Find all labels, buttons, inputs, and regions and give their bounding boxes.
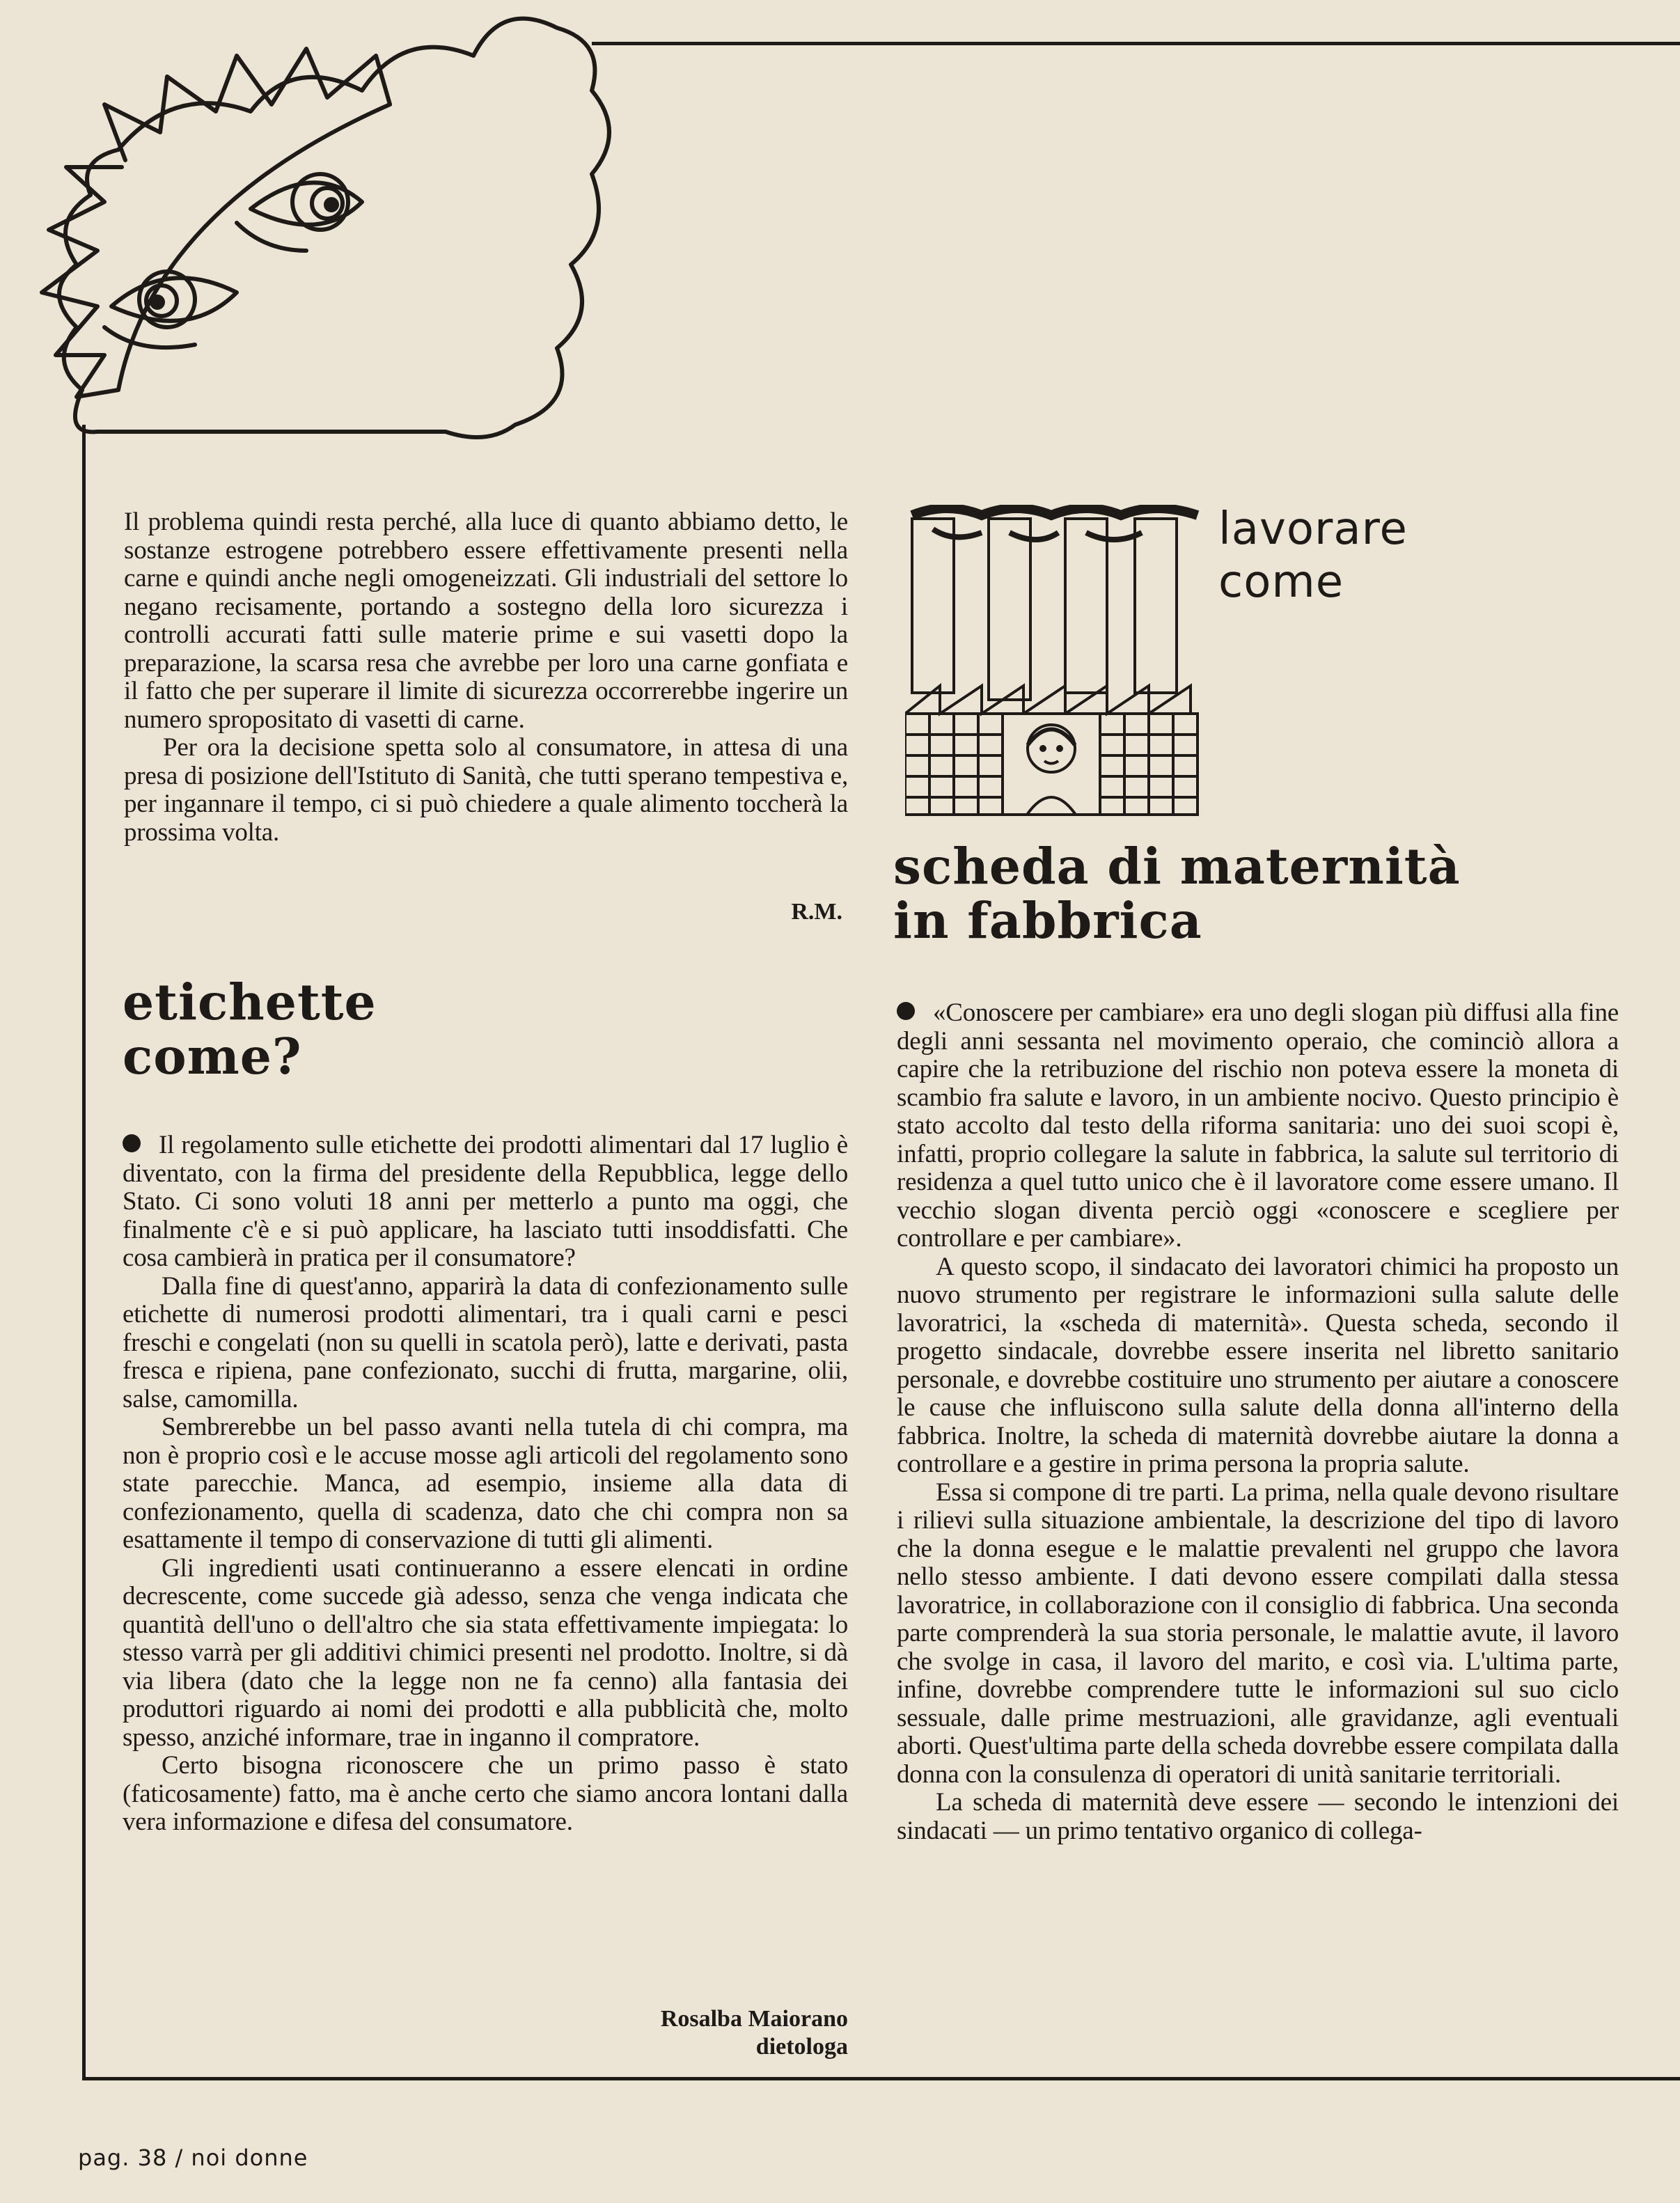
etichette-paragraph: Dalla fine di quest'anno, apparirà la data di confezionamento sulle etichette di numerosi prodotti alimentari, tra i quali carni e pesci freschi e congelati (non su quelli in scatola però), latte e derivati, pasta fresca e ripiena, pane confezionato, succhi di frutta, margarine, olii, salse, camomilla. (123, 1271, 848, 1413)
magazine-name: noi donne (191, 2145, 308, 2171)
kicker-line2: come (1218, 556, 1344, 608)
etichette-title-line1: etichette (123, 973, 377, 1031)
etichette-paragraph: Gli ingredienti usati continueranno a essere elencati in ordine decrescente, come succede già adesso, senza che venga indicata che quantità dell'uno o dell'altro che sia stata effettivamente impiegata: lo stesso varrà per gli additivi chimici presenti nel prodotto. Inoltre, si dà via libera (dato che la legge non ne fa cenno) alla fantasia dei produttori riguardo ai nomi dei prodotti e alla pubblicità che, molto spesso, anziché informare, trae in inganno il compratore. (123, 1553, 848, 1752)
etichette-article-body (123, 1131, 848, 1837)
top-rule (592, 42, 1680, 45)
maternita-paragraph: La scheda di maternità deve essere — secondo le intenzioni dei sindacati — un primo tentativo organico di collega- (897, 1788, 1619, 1845)
maternita-article-body (897, 999, 1619, 1845)
etichette-paragraph: Il regolamento sulle etichette dei prodotti alimentari dal 17 luglio è diventato, con la firma del presidente della Repubblica, legge dello Stato. Ci sono voluti 18 anni per metterlo a punto ma oggi, che finalmente c'è e si può applicare, ha lasciato tutti insoddisfatti. Che cosa cambierà in pratica per il consumatore? (123, 1131, 848, 1272)
page-number: pag. 38 (78, 2145, 168, 2171)
bullet-icon (897, 1002, 915, 1020)
maternita-title (893, 839, 1659, 948)
etichette-paragraph: Sembrerebbe un bel passo avanti nella tutela di chi compra, ma non è proprio così e le accuse mosse agli articoli del regolamento sono state parecchie. Manca, ad esempio, insieme alla data di confezionamento, quella di scadenza, dato che chi compra non sa esattamente il tempo di conservazione di tutti gli alimenti. (123, 1413, 848, 1554)
etichette-paragraph: Certo bisogna riconoscere che un primo passo è stato (faticosamente) fatto, ma è anche certo che siamo ancora lontani dalla vera informazione e difesa del consumatore. (123, 1751, 848, 1836)
estrogeni-article-body (124, 508, 848, 847)
etichette-title-line2: come? (123, 1027, 302, 1085)
estrogeni-signature: R.M. (791, 899, 842, 925)
left-rule (82, 425, 86, 2078)
bullet-icon (123, 1134, 141, 1152)
maternita-title-line1: scheda di maternità (893, 837, 1461, 895)
estrogeni-paragraph: Il problema quindi resta perché, alla luce di quanto abbiamo detto, le sostanze estrogene potrebbero essere effettivamente presenti nella carne e quindi anche negli omogeneizzati. Gli industriali del settore lo negano recisamente, portando a sostegno della loro sicurezza i controlli accurati fatti sulle materie prime e sui vasetti dopo la preparazione, la scarsa resa che avrebbe per loro una carne gonfiata e il fatto che per superare il limite di sicurezza occorrerebbe ingerire un numero spropositato di vasetti di carne. (124, 508, 848, 734)
maternita-paragraph: A questo scopo, il sindacato dei lavoratori chimici ha proposto un nuovo strumento per registrare le informazioni sulla salute delle lavoratrici, la «scheda di maternità». Questa scheda, secondo il progetto sindacale, dovrebbe essere inserita nel libretto sanitario personale, e dovrebbe costituire uno strumento per aiutare a conoscere le cause che influiscono sulla salute della donna all'interno della fabbrica. Inoltre, la scheda di maternità dovrebbe aiutare la donna a controllare e a gestire in prima persona la propria salute. (897, 1252, 1619, 1478)
maternita-paragraph: «Conoscere per cambiare» era uno degli slogan più diffusi alla fine degli anni sessanta nel movimento operaio, che cominciò allora a capire che la retribuzione del rischio non poteva essere la moneta di scambio fra salute e lavoro, in un ambiente nocivo. Questo principio è stato accolto dal testo della riforma sanitaria: uno dei suoi scopi è, infatti, proprio collegare la salute in fabbrica, la salute sul territorio di residenza a quel tutto unico che è il lavoratore come essere umano. Il vecchio slogan diventa perciò oggi «conoscere e scegliere per controllare e per cambiare». (897, 998, 1619, 1253)
maternita-paragraph: Essa si compone di tre parti. La prima, nella quale devono risultare i rilievi sulla situazione ambientale, la descrizione del tipo di lavoro che la donna esegue e le malattie prevalenti nel gruppo che lavora nello stesso ambiente. I dati devono essere compilati dalla stessa lavoratrice, in collaborazione con il consiglio di fabbrica. Una seconda parte comprenderà la sua storia personale, le malattie avute, il lavoro che svolge in casa, il lavoro del marito, e così via. L'ultima parte, infine, dovrebbe comprendere tutte le informazioni sul suo ciclo sessuale, dalle prime mestruazioni, alle gravidanze, agli eventuali aborti. Quest'ultima parte della scheda dovrebbe essere compilata dalla donna con la consulenza di operatori di unità sanitarie territoriali. (897, 1477, 1619, 1789)
sun-eyes-illustration (0, 0, 613, 446)
estrogeni-paragraph: Per ora la decisione spetta solo al consumatore, in attesa di una presa di posizione dell'Istituto di Sanità, che tutti sperano tempestiva e, per ingannare il tempo, ci si può chiedere a quale alimento toccherà la prossima volta. (124, 733, 848, 847)
etichette-author (529, 2005, 848, 2061)
bottom-rule (82, 2077, 1680, 2080)
footer-separator: / (175, 2145, 184, 2171)
maternita-kicker (1218, 503, 1636, 609)
kicker-line1: lavorare (1218, 503, 1408, 555)
factory-illustration (905, 505, 1211, 818)
maternita-title-line2: in fabbrica (893, 891, 1202, 950)
page-footer (78, 2145, 308, 2171)
author-role: dietologa (755, 2034, 848, 2060)
author-name: Rosalba Maiorano (660, 2006, 848, 2032)
etichette-title (123, 975, 749, 1083)
